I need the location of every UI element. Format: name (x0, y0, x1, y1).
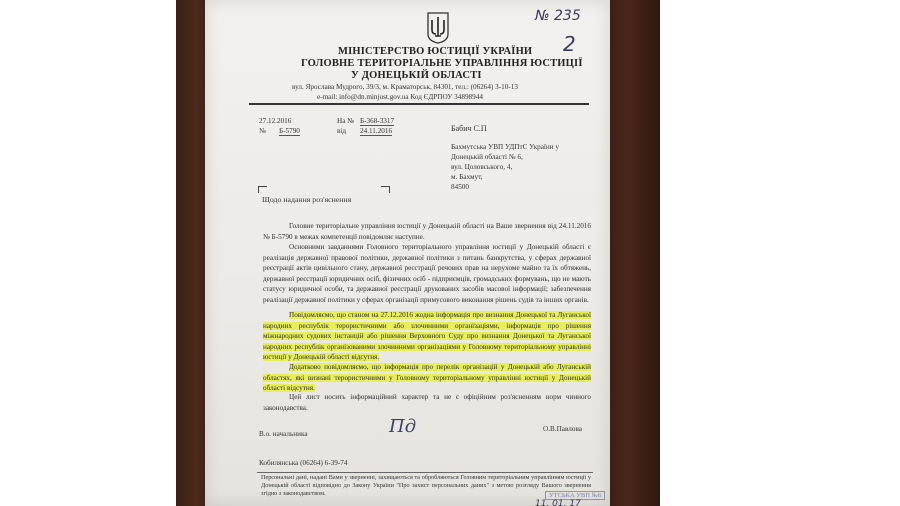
background-wall-right (607, 0, 660, 506)
header-contacts: e-mail: info@dn.minjust.gov.ua Код ЄДРПОУ 34898944 (317, 93, 483, 101)
handwritten-mark: 2 (563, 32, 576, 56)
signatory-name: О.В.Павлова (543, 425, 582, 433)
signatory-position: В.о. начальника (259, 430, 308, 438)
letter-number: Б-5790 (279, 127, 300, 135)
handwritten-number: № 235 (535, 8, 581, 24)
incoming-stamp: УТСЬКА УВП №6 (545, 491, 605, 500)
paragraph-highlight-additional (263, 362, 591, 394)
letter-date: 27.12.2016 (259, 117, 292, 125)
letter-page (205, 0, 610, 506)
paragraph-disclaimer: Цей лист носить інформаційний характер та не є офіційним роз'ясненням норм чинного законодавства. (263, 393, 591, 412)
recipient-postcode: 84500 (451, 183, 469, 191)
recipient-institution: Бахмутська УВП УДПтС України у (451, 143, 559, 151)
recipient-region: Донецькій області № 6, (451, 153, 523, 161)
reference-date-prefix: від (337, 127, 347, 135)
handwritten-signature: Пд (389, 416, 417, 437)
department-title-region: У ДОНЕЦЬКІЙ ОБЛАСТІ (351, 70, 482, 81)
paragraph-tasks: Основними завданнями Головного територіального управління юстиції у Донецькій області є реалізація державної правової політики, державної політики з питань банкрутства, у сферах державної реєстрації актів цивільного стану, державної реєстрації речових прав на нерухоме майно та їх обтяжень, державної реєстрації юридичних осіб, фізичних осіб - підприємців, громадських формувань, що не мають статусу юридичної особи, та державної реєстрації друкованих засобів масової інформації; забезпечення реалізації державної політики у сферах організації примусового виконання рішень судів та інших органів. (263, 243, 591, 304)
footer-privacy-note: Персональні дані, надані Вами у зверненні, захищаються та обробляються Головним територіальним управлінням юстиції у Донецькій області відповідно до Закону України "Про захист персональних даних" з метою розгляду Вашого звернення згідно з законодавством. (261, 474, 591, 497)
highlighted-text: Повідомляємо, що станом на 27.12.2016 жодна інформація про визнання Донецької та Луганської народних республік терористичними або злочинними організаціями, інформація про рішення міжнародних судових інстанцій або рішення Верховного Суду про визнання Донецької та Луганської народних республік організованими злочинними організаціями у Головному територіальному управлінні юстиції у Донецькій області відсутня. (263, 311, 591, 362)
recipient-name: Бабич С.П (451, 124, 487, 133)
reference-number: Б-368-3317 (360, 117, 395, 125)
reference-date: 24.11.2016 (360, 127, 393, 135)
recipient-city: м. Бахмут, (451, 173, 483, 181)
subject-bracket-left (258, 186, 267, 193)
footer-divider (257, 472, 593, 473)
header-divider (249, 103, 589, 105)
ministry-title: МІНІСТЕРСТВО ЮСТИЦІЇ УКРАЇНИ (338, 46, 533, 57)
letter-subject: Щодо надання роз'яснення (262, 195, 352, 204)
letter-number-prefix: № (259, 127, 266, 135)
reference-number-prefix: На № (337, 117, 355, 125)
header-address: вул. Ярослава Мудрого, 39/3, м. Краматорськ, 84301, тел.: (06264) 3-10-13 (292, 83, 518, 91)
highlighted-text-additional: Додатково повідомляємо, що інформація про перелік організацій у Донецькій або Луганській областях, які визнані терористичними у Головному територіальному управлінні юстиції у Донецькій області відсутня. (263, 363, 591, 393)
executor-contact: Кобилянська (06264) 6-39-74 (259, 459, 348, 467)
stamp-date: 11. 01. 17 (535, 499, 581, 506)
paragraph-highlight-main (263, 310, 591, 363)
paragraph-intro: Головне територіальне управління юстиції у Донецькій області на Ваше звернення від 24.11.2016 № Б-5790 в межах компетенції повідомляє наступне. (263, 222, 591, 241)
subject-bracket-right (381, 186, 390, 193)
coat-of-arms-icon (427, 12, 449, 44)
department-title: ГОЛОВНЕ ТЕРИТОРІАЛЬНЕ УПРАВЛІННЯ ЮСТИЦІЇ (301, 58, 583, 69)
recipient-street: вул. Цоловського, 4, (451, 163, 513, 171)
